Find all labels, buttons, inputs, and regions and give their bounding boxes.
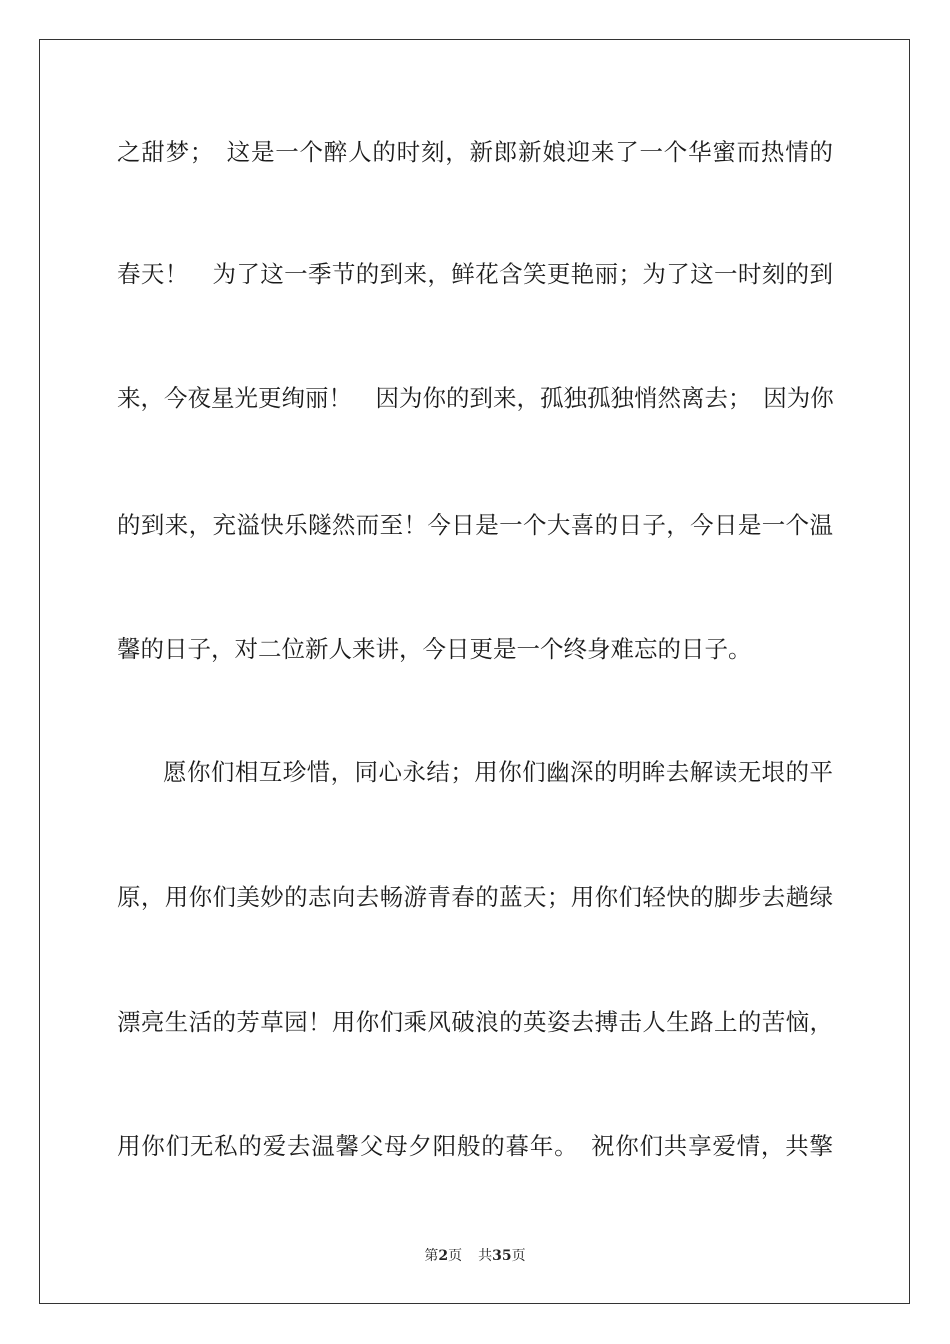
page-prefix: 第 [424,1248,439,1264]
text-line: 漂亮生活的芳草园！用你们乘风破浪的英姿去搏击人生路上的苦恼， [117,1008,833,1036]
text-line: 的到来，充溢快乐隧然而至！今日是一个大喜的日子，今日是一个温 [117,511,833,539]
page-suffix: 页 [448,1248,463,1264]
paragraph-first-line: 愿你们相互珍惜，同心永结；用你们幽深的明眸去解读无垠的平 [163,758,833,786]
page-footer [0,1247,950,1265]
total-pages: 35 [492,1248,512,1264]
text-line: 来，今夜星光更绚丽！ 因为你的到来，孤独孤独悄然离去； 因为你 [117,384,834,412]
text-line: 用你们无私的爱去温馨父母夕阳般的暮年。 祝你们共享爱情，共擎 [117,1132,833,1160]
text-line: 之甜梦； 这是一个醉人的时刻，新郎新娘迎来了一个华蜜而热情的 [117,138,833,166]
page-border [39,39,910,1304]
total-prefix: 共 [478,1248,493,1264]
page-number: 2 [438,1248,449,1264]
text-line: 原，用你们美妙的志向去畅游青春的蓝天；用你们轻快的脚步去趟绿 [117,883,833,911]
text-line: 春天！ 为了这一季节的到来，鲜花含笑更艳丽；为了这一时刻的到 [117,260,833,288]
total-suffix: 页 [511,1248,526,1264]
text-line: 馨的日子，对二位新人来讲，今日更是一个终身难忘的日子。 [117,635,752,663]
